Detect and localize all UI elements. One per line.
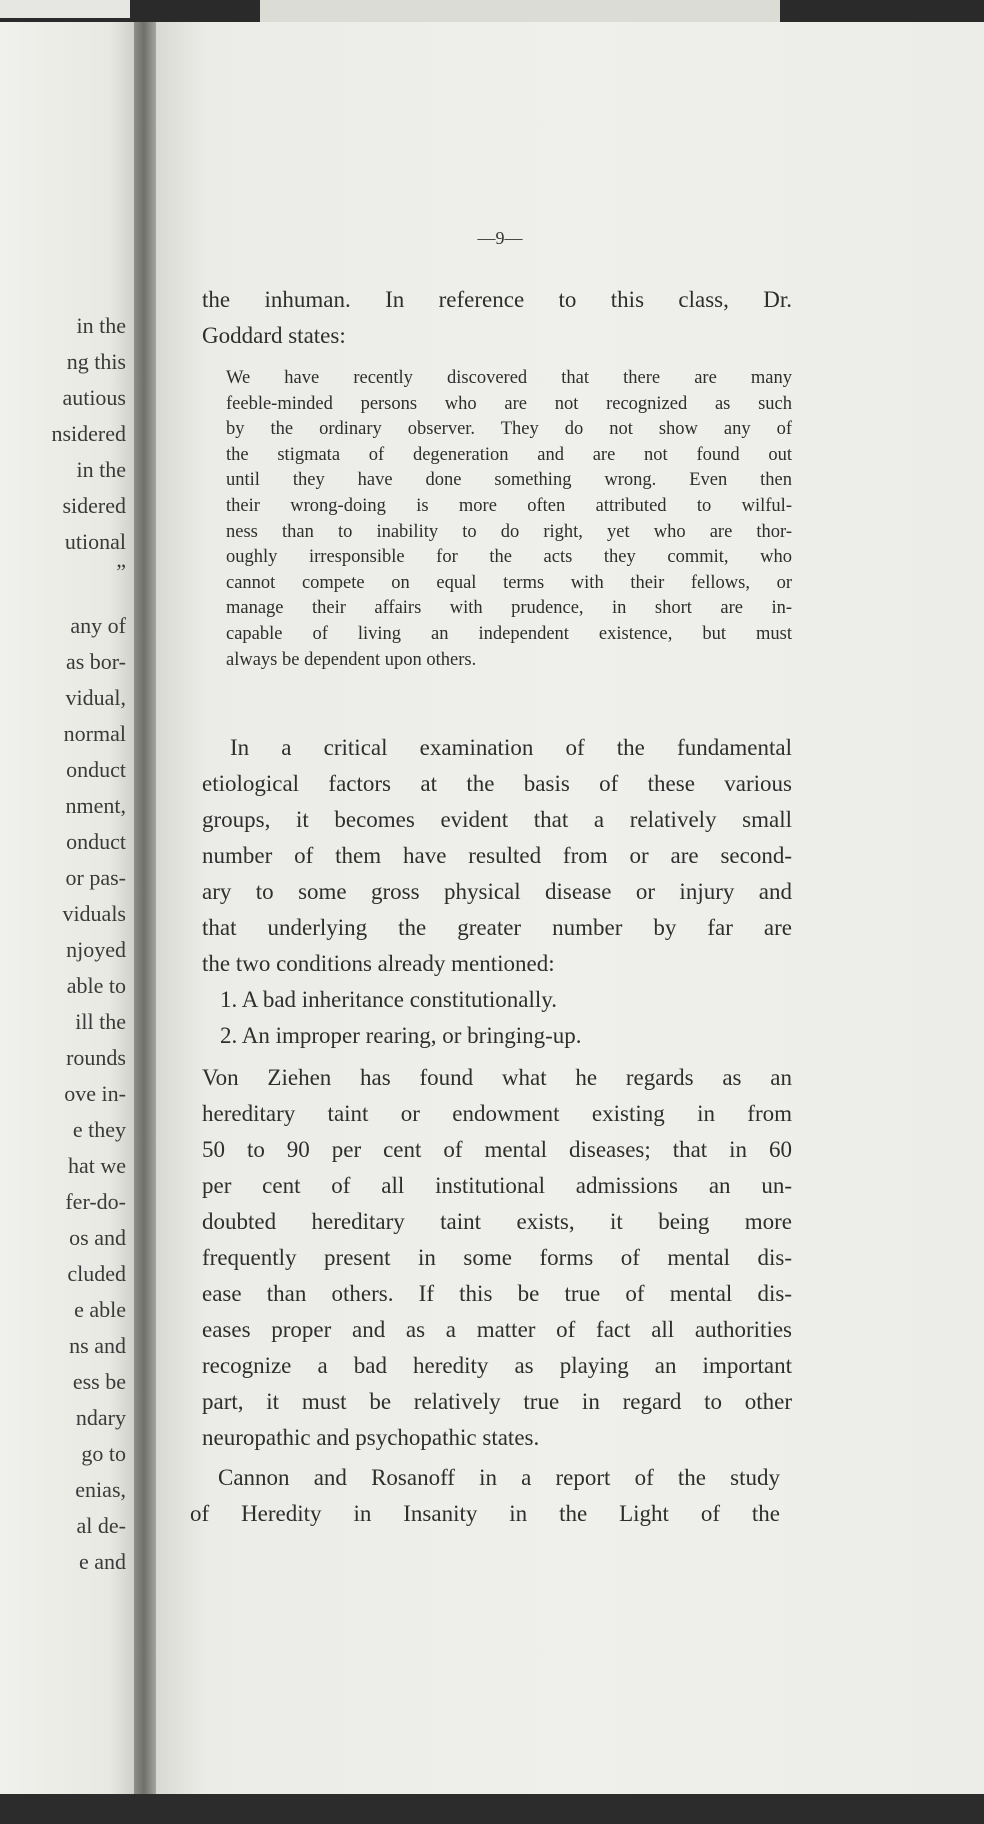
left-page-line: e and <box>78 1549 126 1574</box>
left-page-line: or pas- <box>65 865 126 890</box>
text-line: that underlying the greater number by far are <box>202 915 792 940</box>
text-line: doubted hereditary taint exists, it being more <box>202 1209 792 1234</box>
text-line: ary to some gross physical disease or injury and <box>202 879 792 904</box>
left-page-line: sidered <box>62 493 126 518</box>
left-page-line: in the <box>76 457 126 482</box>
left-page-line: ove in- <box>64 1081 126 1106</box>
left-page-line: al de- <box>76 1513 126 1538</box>
left-page-line: ng this <box>66 349 126 374</box>
quote-line: manage their affairs with prudence, in short are in- <box>226 598 792 619</box>
left-page-line: e they <box>72 1117 126 1142</box>
text-line: hereditary taint or endowment existing in from <box>202 1101 792 1126</box>
text-line: neuropathic and psychopathic states. <box>202 1425 540 1450</box>
text-line: per cent of all institutional admissions an un- <box>202 1173 792 1198</box>
text-line: eases proper and as a matter of fact all authorities <box>202 1317 792 1342</box>
left-page-line: normal <box>63 721 126 746</box>
left-page-line: e able <box>74 1297 126 1322</box>
left-page-line: hat we <box>67 1153 126 1178</box>
text-line: the two conditions already mentioned: <box>202 951 555 976</box>
left-page-line: ill the <box>75 1009 126 1034</box>
left-page-line: njoyed <box>66 937 126 962</box>
left-page-line: utional <box>64 529 126 554</box>
paragraph-von-ziehen <box>202 1060 792 1456</box>
quote-line: oughly irresponsible for the acts they commit, who <box>226 547 792 568</box>
numbered-list <box>202 982 792 1054</box>
left-page-line: os and <box>69 1225 126 1250</box>
left-page-line: ” <box>116 559 126 584</box>
scan-edge-tab <box>260 0 780 24</box>
left-page-line: ess be <box>72 1369 126 1394</box>
left-page-line: vidual, <box>65 685 126 710</box>
left-page-line: onduct <box>66 757 126 782</box>
quote-line: cannot compete on equal terms with their fellows, or <box>226 572 792 593</box>
text-line: 50 to 90 per cent of mental diseases; that in 60 <box>202 1137 792 1162</box>
book-gutter <box>134 22 156 1794</box>
left-page-fragment <box>0 22 136 1794</box>
left-page-line: viduals <box>62 901 126 926</box>
scan-edge-tab <box>0 0 130 18</box>
text-line: of Heredity in Insanity in the Light of the <box>190 1501 780 1526</box>
left-page-line: ndary <box>75 1405 126 1430</box>
quote-line: the stigmata of degeneration and are not found out <box>226 444 792 465</box>
text-line: etiological factors at the basis of these various <box>202 771 792 796</box>
text-line: Cannon and Rosanoff in a report of the study <box>218 1465 780 1490</box>
left-page-line: onduct <box>66 829 126 854</box>
left-page-line: cluded <box>67 1261 126 1286</box>
left-page-line: enias, <box>75 1477 126 1502</box>
block-quote <box>226 366 792 673</box>
left-page-line: any of <box>70 613 126 638</box>
quote-line: feeble-minded persons who are not recognized as such <box>226 393 792 414</box>
left-page-line: go to <box>81 1441 126 1466</box>
text-line: number of them have resulted from or are second- <box>202 843 792 868</box>
quote-line: ness than to inability to do right, yet who are thor- <box>226 521 792 542</box>
text-line: part, it must be relatively true in regard to other <box>202 1389 792 1414</box>
text-line: Von Ziehen has found what he regards as an <box>202 1065 792 1090</box>
left-page-line: nment, <box>65 793 126 818</box>
quote-line: until they have done something wrong. Even then <box>226 470 792 491</box>
text-line: recognize a bad heredity as playing an important <box>202 1353 792 1378</box>
quote-line: We have recently discovered that there are many <box>226 368 792 388</box>
list-item: 1. A bad inheritance constitutionally. <box>220 987 558 1012</box>
left-page-line: as bor- <box>65 649 126 674</box>
text-line: frequently present in some forms of mental dis- <box>202 1245 792 1270</box>
left-page-line: able to <box>66 973 126 998</box>
bottom-scan-edge <box>0 1794 984 1824</box>
left-page-line: in the <box>76 313 126 338</box>
page-number: —9— <box>477 228 523 248</box>
text-line: groups, it becomes evident that a relatively small <box>202 807 792 832</box>
left-page-line: rounds <box>66 1045 126 1070</box>
list-item: 2. An improper rearing, or bringing-up. <box>220 1023 582 1048</box>
left-page-line: ns and <box>69 1333 126 1358</box>
left-page-line: autious <box>62 385 126 410</box>
quote-line: their wrong-doing is more often attributed to wilful- <box>226 495 792 516</box>
left-page-line: fer-do- <box>65 1189 126 1214</box>
text-line: ease than others. If this be true of mental dis- <box>202 1281 792 1306</box>
intro-paragraph <box>202 282 792 354</box>
text-line: the inhuman. In reference to this class, Dr. <box>202 287 792 312</box>
left-page-line: nsidered <box>51 421 126 446</box>
quote-line: capable of living an independent existence, but must <box>226 623 792 644</box>
quote-line: always be dependent upon others. <box>226 649 477 670</box>
text-line: Goddard states: <box>202 323 346 348</box>
quote-line: by the ordinary observer. They do not show any of <box>226 419 792 440</box>
paragraph-etiological-factors <box>202 730 792 982</box>
text-line: In a critical examination of the fundamental <box>230 735 792 760</box>
paragraph-cannon-rosanoff <box>190 1460 780 1532</box>
